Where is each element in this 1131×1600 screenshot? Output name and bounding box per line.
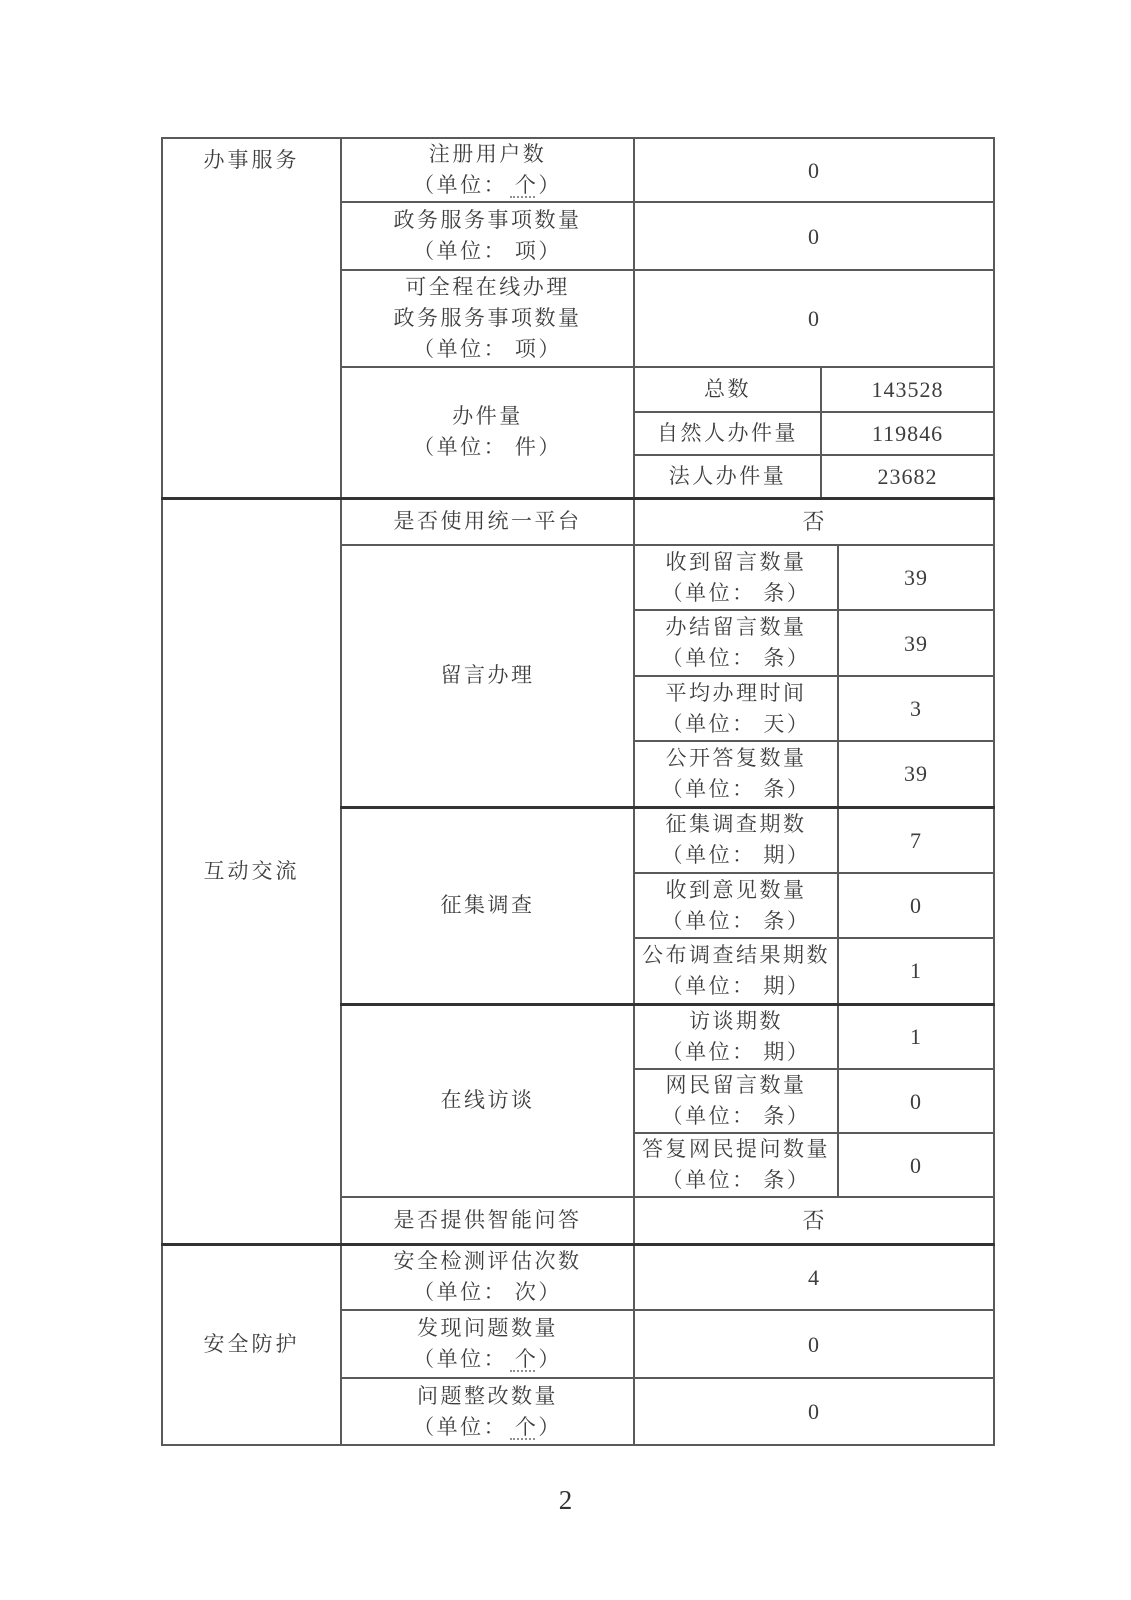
category-cell-security [162, 1244, 341, 1445]
item-label-line1: 可全程在线办理 [405, 275, 570, 299]
item-label: 问题整改数量 [417, 1383, 558, 1408]
group-label-cell [341, 367, 634, 498]
unit-label: （单位： 项） [413, 337, 562, 361]
unit-label: （单位： 件） [413, 435, 562, 460]
category-cell-services [162, 138, 341, 498]
group-label: 办件量 [452, 404, 523, 429]
sub-item-label: 办结留言数量 [665, 615, 807, 639]
sub-item-label: 公布调查结果期数 [642, 942, 830, 967]
item-label-cell [341, 138, 634, 202]
unit-label: （单位： 期） [661, 1039, 811, 1064]
sub-item-label-cell [634, 1004, 838, 1069]
value-cell: 39 [838, 741, 994, 807]
unit-label: （单位： 期） [661, 973, 811, 998]
item-label: 注册用户数 [428, 142, 547, 166]
sub-item-label-cell [634, 545, 838, 610]
sub-item-label: 访谈期数 [689, 1008, 783, 1033]
table-row [162, 1244, 994, 1310]
value-cell: 4 [634, 1244, 994, 1310]
unit-label: （单位： 条） [661, 580, 811, 605]
item-label: 政务服务事项数量 [393, 208, 582, 232]
category-label: 办事服务 [203, 148, 300, 172]
item-label-line2: 政务服务事项数量 [393, 306, 582, 330]
value-cell: 7 [838, 807, 994, 873]
group-label-cell: 留言办理 [341, 545, 634, 807]
sub-item-label: 平均办理时间 [665, 680, 807, 705]
group-label-cell: 征集调查 [341, 807, 634, 1004]
unit-label: （单位： 次） [413, 1280, 562, 1305]
unit-label: （单位： 条） [661, 776, 811, 801]
sub-item-label-cell [634, 1133, 838, 1197]
item-label-cell: 是否使用统一平台 [341, 498, 634, 545]
sub-item-label-cell [634, 938, 838, 1004]
value-cell: 0 [634, 1378, 994, 1445]
sub-item-label: 征集调查期数 [665, 812, 807, 837]
unit-label: （单位： 条） [661, 646, 811, 670]
sub-item-label-cell [634, 610, 838, 676]
sub-item-label: 收到意见数量 [665, 877, 807, 902]
unit-label: （单位： 个） [342, 1344, 633, 1375]
sub-item-label-cell [634, 807, 838, 873]
value-cell: 0 [634, 270, 994, 367]
sub-item-label-cell [634, 676, 838, 741]
sub-item-label: 总数 [634, 367, 821, 412]
category-label: 安全防护 [203, 1332, 300, 1357]
item-label: 发现问题数量 [417, 1316, 558, 1340]
value-cell: 1 [838, 938, 994, 1004]
value-cell: 否 [634, 498, 994, 545]
report-table [161, 137, 995, 1446]
item-label-cell [341, 202, 634, 270]
value-cell: 143528 [821, 367, 994, 412]
sub-item-label: 答复网民提问数量 [642, 1137, 830, 1161]
sub-item-label: 法人办件量 [634, 455, 821, 498]
table-row [162, 498, 994, 545]
unit-label: （单位： 个） [342, 170, 633, 201]
value-cell: 0 [838, 873, 994, 938]
item-label-cell [341, 270, 634, 367]
item-label: 安全检测评估次数 [393, 1249, 582, 1274]
sub-item-label: 公开答复数量 [665, 745, 807, 770]
value-cell: 否 [634, 1197, 994, 1244]
category-cell-interaction [162, 498, 341, 1244]
sub-item-label-cell [634, 873, 838, 938]
item-label-cell [341, 1310, 634, 1378]
value-cell: 39 [838, 545, 994, 610]
unit-label: （单位： 项） [413, 239, 562, 263]
value-cell: 0 [634, 202, 994, 270]
category-label: 互动交流 [203, 858, 300, 883]
sub-item-label-cell [634, 1069, 838, 1133]
value-cell: 0 [838, 1133, 994, 1197]
sub-item-label: 收到留言数量 [665, 549, 807, 574]
page-number: 2 [558, 1485, 573, 1515]
sub-item-label-cell [634, 741, 838, 807]
item-label-cell [341, 1378, 634, 1445]
value-cell: 0 [634, 1310, 994, 1378]
value-cell: 1 [838, 1004, 994, 1069]
table-row [162, 138, 994, 202]
value-cell: 39 [838, 610, 994, 676]
value-cell: 0 [634, 138, 994, 202]
value-cell: 0 [838, 1069, 994, 1133]
unit-label: （单位： 条） [661, 908, 811, 933]
value-cell: 119846 [821, 412, 994, 455]
value-cell: 3 [838, 676, 994, 741]
item-label-cell [341, 1244, 634, 1310]
sub-item-label: 自然人办件量 [634, 412, 821, 455]
value-cell: 23682 [821, 455, 994, 498]
sub-item-label: 网民留言数量 [665, 1073, 807, 1097]
group-label-cell: 在线访谈 [341, 1004, 634, 1197]
unit-label: （单位： 条） [661, 1168, 811, 1192]
item-label-cell: 是否提供智能问答 [341, 1197, 634, 1244]
unit-label: （单位： 条） [661, 1104, 811, 1128]
unit-label: （单位： 个） [342, 1412, 633, 1443]
unit-label: （单位： 期） [661, 843, 811, 868]
unit-label: （单位： 天） [661, 711, 811, 736]
